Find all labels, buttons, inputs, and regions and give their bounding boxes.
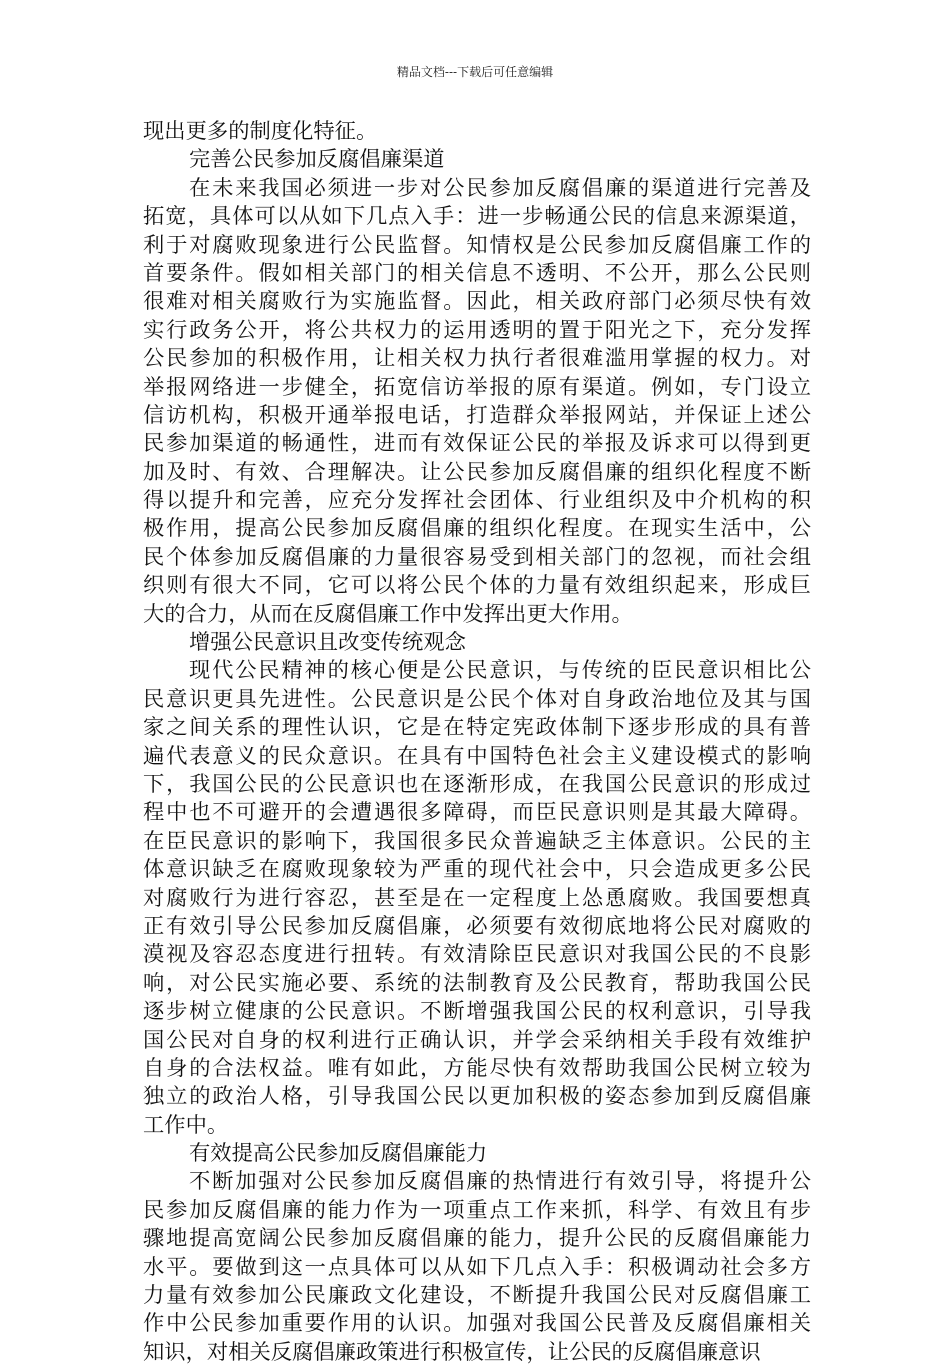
paragraph-line: 信访机构，积极开通举报电话，打造群众举报网站，并保证上述公: [143, 402, 811, 428]
paragraph-line: 实行政务公开，将公共权力的运用透明的置于阳光之下，充分发挥: [143, 317, 811, 343]
paragraph-line: 自身的合法权益。唯有如此，方能尽快有效帮助我国公民树立较为: [143, 1055, 811, 1081]
page-header: 精品文档---下载后可任意编辑: [396, 65, 554, 79]
paragraph-line: 下，我国公民的公民意识也在逐渐形成，在我国公民意识的形成过: [143, 771, 811, 797]
paragraph-line: 织则有很大不同，它可以将公民个体的力量有效组织起来，形成巨: [143, 573, 811, 599]
paragraph-line: 遍代表意义的民众意识。在具有中国特色社会主义建设模式的影响: [143, 743, 811, 769]
paragraph-line: 现出更多的制度化特征。: [143, 119, 378, 144]
section-heading: 增强公民意识且改变传统观念: [189, 630, 466, 656]
paragraph-line: 家之间关系的理性认识，它是在特定宪政体制下逐步形成的具有普: [143, 715, 811, 741]
paragraph: [143, 118, 811, 146]
section-heading: 完善公民参加反腐倡廉渠道: [189, 147, 445, 173]
paragraph-line: 程中也不可避开的会遭遇很多障碍，而臣民意识则是其最大障碍。: [143, 800, 811, 826]
paragraph-line: 民参加反腐倡廉的能力作为一项重点工作来抓，科学、有效且有步: [143, 1197, 811, 1223]
paragraph-line: 加及时、有效、合理解决。让公民参加反腐倡廉的组织化程度不断: [143, 459, 811, 485]
paragraph-line: 极作用，提高公民参加反腐倡廉的组织化程度。在现实生活中，公: [143, 516, 811, 542]
paragraph-line: 在臣民意识的影响下，我国很多民众普遍缺乏主体意识。公民的主: [143, 828, 811, 854]
paragraph-line: 体意识缺乏在腐败现象较为严重的现代社会中，只会造成更多公民: [143, 857, 811, 883]
paragraph-line: 水平。要做到这一点具体可以从如下几点入手：积极调动社会多方: [143, 1254, 811, 1280]
paragraph-line: 在未来我国必须进一步对公民参加反腐倡廉的渠道进行完善及: [189, 175, 811, 201]
paragraph-line: 不断加强对公民参加反腐倡廉的热情进行有效引导，将提升公: [189, 1169, 811, 1195]
paragraph-line: 利于对腐败现象进行公民监督。知情权是公民参加反腐倡廉工作的: [143, 232, 811, 258]
paragraph-line: 拓宽，具体可以从如下几点入手：进一步畅通公民的信息来源渠道，: [143, 204, 811, 230]
paragraph-line: 首要条件。假如相关部门的相关信息不透明、不公开，那么公民则: [143, 260, 811, 286]
paragraph-line: 力量有效参加公民廉政文化建设，不断提升我国公民对反腐倡廉工: [143, 1283, 811, 1309]
paragraph: [143, 1168, 811, 1367]
paragraph-line: 正有效引导公民参加反腐倡廉，必须要有效彻底地将公民对腐败的: [143, 913, 811, 939]
paragraph-line: 响，对公民实施必要、系统的法制教育及公民教育，帮助我国公民: [143, 970, 811, 996]
section-heading: 有效提高公民参加反腐倡廉能力: [189, 1141, 488, 1167]
paragraph-line: 国公民对自身的权利进行正确认识，并学会采纳相关手段有效维护: [143, 1027, 811, 1053]
paragraph-line: 现代公民精神的核心便是公民意识，与传统的臣民意识相比公: [189, 658, 811, 684]
paragraph-line: 得以提升和完善，应充分发挥社会团体、行业组织及中介机构的积: [143, 488, 811, 514]
document-body: [143, 118, 811, 1367]
paragraph-line: 知识，对相关反腐倡廉政策进行积极宣传，让公民的反腐倡廉意识: [143, 1339, 761, 1365]
paragraph-line: 很难对相关腐败行为实施监督。因此，相关政府部门必须尽快有效: [143, 289, 811, 315]
paragraph: [143, 175, 811, 629]
paragraph: [143, 657, 811, 1140]
paragraph-line: 对腐败行为进行容忍，甚至是在一定程度上怂恿腐败。我国要想真: [143, 885, 811, 911]
paragraph-line: 大的合力，从而在反腐倡廉工作中发挥出更大作用。: [143, 601, 633, 627]
paragraph-line: 民意识更具先进性。公民意识是公民个体对自身政治地位及其与国: [143, 686, 811, 712]
paragraph-line: 工作中。: [143, 1112, 229, 1138]
paragraph-line: 逐步树立健康的公民意识。不断增强我国公民的权利意识，引导我: [143, 999, 811, 1025]
paragraph-line: 民参加渠道的畅通性，进而有效保证公民的举报及诉求可以得到更: [143, 431, 811, 457]
paragraph-line: 举报网络进一步健全，拓宽信访举报的原有渠道。例如，专门设立: [143, 374, 811, 400]
paragraph-line: 漠视及容忍态度进行扭转。有效清除臣民意识对我国公民的不良影: [143, 942, 811, 968]
paragraph-line: 民个体参加反腐倡廉的力量很容易受到相关部门的忽视，而社会组: [143, 544, 811, 570]
paragraph-line: 作中公民参加重要作用的认识。加强对我国公民普及反腐倡廉相关: [143, 1311, 811, 1337]
paragraph-line: 骤地提高宽阔公民参加反腐倡廉的能力，提升公民的反腐倡廉能力: [143, 1226, 811, 1252]
paragraph-line: 独立的政治人格，引导我国公民以更加积极的姿态参加到反腐倡廉: [143, 1084, 811, 1110]
paragraph-line: 公民参加的积极作用，让相关权力执行者很难滥用掌握的权力。对: [143, 346, 811, 372]
